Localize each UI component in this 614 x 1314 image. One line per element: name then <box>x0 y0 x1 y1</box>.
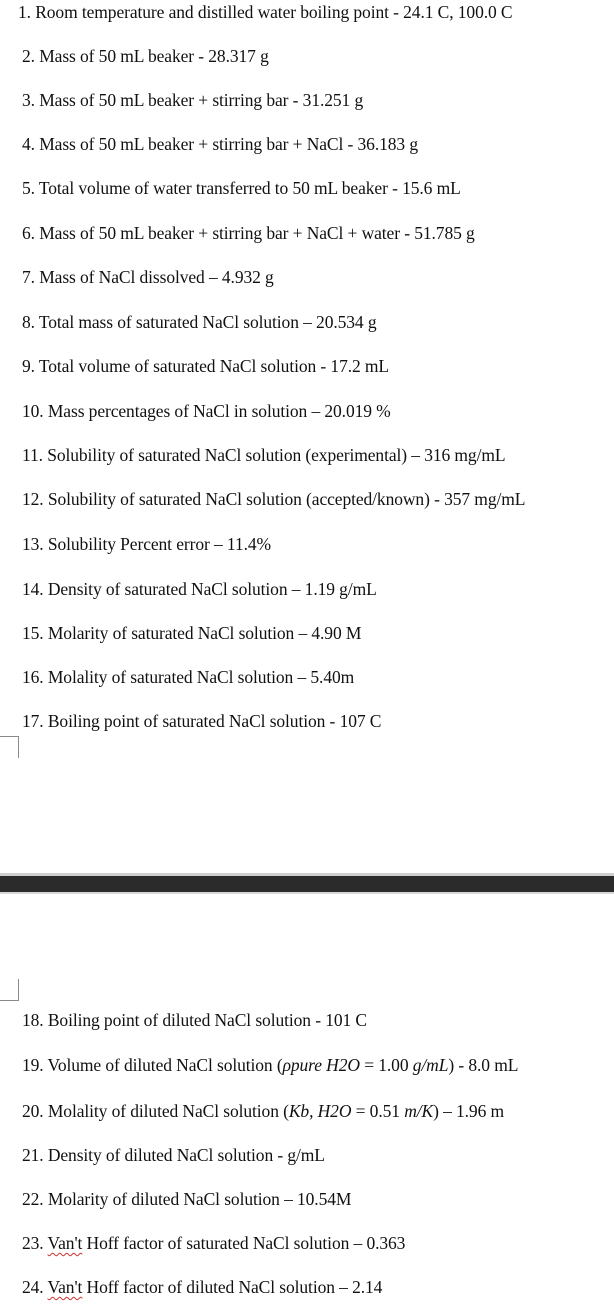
item-20-text: 20. Molality of diluted NaCl solution ( <box>22 1101 289 1121</box>
item-17: 17. Boiling point of saturated NaCl solution - 107 C <box>22 711 382 731</box>
item-12: 12. Solubility of saturated NaCl solution (accepted/known) - 357 mg/mL <box>22 489 526 509</box>
item-20-unit: m/K <box>404 1101 434 1121</box>
item-4: 4. Mass of 50 mL beaker + stirring bar + NaCl - 36.183 g <box>22 134 418 154</box>
item-6: 6. Mass of 50 mL beaker + stirring bar + NaCl + water - 51.785 g <box>22 223 475 243</box>
item-19-unit: g/mL <box>412 1055 449 1075</box>
item-23 <box>22 1232 405 1254</box>
item-8: 8. Total mass of saturated NaCl solution – 20.534 g <box>22 312 377 332</box>
item-24-number: 24. <box>22 1277 48 1297</box>
item-24 <box>22 1276 382 1298</box>
item-20-symbol: Kb, H2O <box>288 1101 352 1121</box>
item-19-value: = 1.00 <box>359 1055 413 1075</box>
spelling-flag[interactable]: Van't <box>47 1233 83 1253</box>
item-16: 16. Molality of saturated NaCl solution – 5.40m <box>22 667 355 687</box>
item-20-result: ) – 1.96 m <box>433 1101 505 1121</box>
item-9: 9. Total volume of saturated NaCl solution - 17.2 mL <box>22 356 390 376</box>
item-1: 1. Room temperature and distilled water boiling point - 24.1 C, 100.0 C <box>18 2 513 22</box>
page-corner-mark <box>0 979 19 1001</box>
item-14: 14. Density of saturated NaCl solution – 1.19 g/mL <box>22 579 377 599</box>
item-23-number: 23. <box>22 1233 48 1253</box>
item-18: 18. Boiling point of diluted NaCl solution - 101 C <box>22 1010 368 1030</box>
item-22: 22. Molarity of diluted NaCl solution – 10.54M <box>22 1189 352 1209</box>
item-5: 5. Total volume of water transferred to 50 mL beaker - 15.6 mL <box>22 178 461 198</box>
item-19-symbol: ρpure H2O <box>282 1055 360 1075</box>
item-13: 13. Solubility Percent error – 11.4% <box>22 534 271 554</box>
item-19 <box>22 1054 518 1076</box>
page-corner-mark <box>0 736 19 758</box>
item-21: 21. Density of diluted NaCl solution - g/mL <box>22 1145 325 1165</box>
spelling-flag[interactable]: Van't <box>47 1277 83 1297</box>
item-20-value: = 0.51 <box>351 1101 405 1121</box>
item-23-text: Hoff factor of saturated NaCl solution – 0.363 <box>82 1233 406 1253</box>
item-20 <box>22 1100 504 1122</box>
page-break <box>0 876 614 892</box>
item-24-text: Hoff factor of diluted NaCl solution – 2.14 <box>82 1277 383 1297</box>
item-15: 15. Molarity of saturated NaCl solution – 4.90 M <box>22 623 362 643</box>
item-19-result: ) - 8.0 mL <box>448 1055 519 1075</box>
item-2: 2. Mass of 50 mL beaker - 28.317 g <box>22 46 269 66</box>
item-19-text: 19. Volume of diluted NaCl solution ( <box>22 1055 283 1075</box>
item-7: 7. Mass of NaCl dissolved – 4.932 g <box>22 267 274 287</box>
item-10: 10. Mass percentages of NaCl in solution – 20.019 % <box>22 401 391 421</box>
page-break-shadow-bottom <box>0 892 614 894</box>
item-11: 11. Solubility of saturated NaCl solution (experimental) – 316 mg/mL <box>22 445 506 465</box>
item-3: 3. Mass of 50 mL beaker + stirring bar - 31.251 g <box>22 90 364 110</box>
